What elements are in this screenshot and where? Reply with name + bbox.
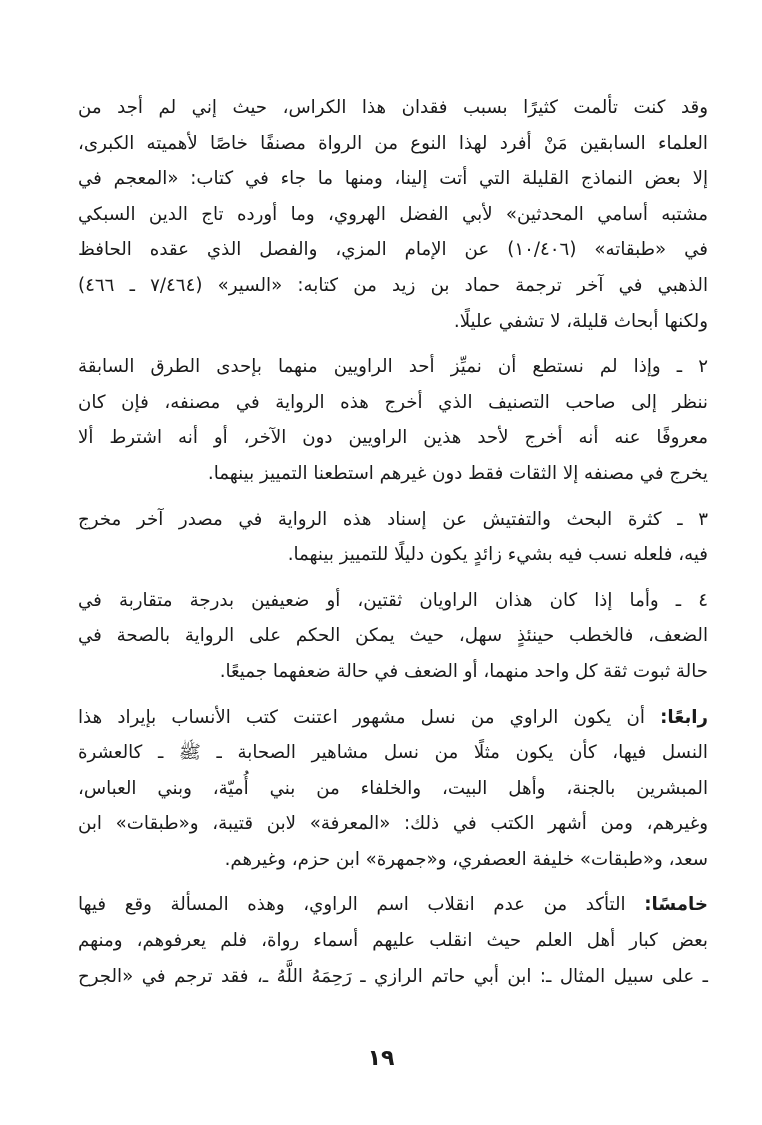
text-line: معروفًا عنه أنه أخرج لأحد هذين الراويين دون الآخر، أو أنه اشترط ألا xyxy=(78,427,708,449)
text-line: فيه، فلعله نسب فيه بشيء زائدٍ يكون دليلًا للتمييز بينهما. xyxy=(287,544,708,566)
section-label: خامسًا: xyxy=(644,894,708,916)
text-line-content: أن يكون الراوي من نسل مشهور اعتنت كتب الأنساب بإيراد هذا xyxy=(78,706,661,728)
document-body xyxy=(78,90,708,1004)
text-line: ولكنها أبحاث قليلة، لا تشفي عليلًا. xyxy=(453,310,708,332)
text-line xyxy=(78,887,708,923)
text-line: في «طبقاته» (١٠/٤٠٦) عن الإمام المزي، والفصل الذي عقده الحافظ xyxy=(78,239,708,261)
text-line: يخرج في مصنفه إلا الثقات فقط دون غيرهم استطعنا التمييز بينهما. xyxy=(207,462,708,484)
paragraph-fifth xyxy=(78,887,708,994)
text-line: المبشرين بالجنة، وأهل البيت، والخلفاء من بني أُميّة، وبني العباس، xyxy=(78,777,708,799)
text-line: العلماء السابقين مَنْ أفرد لهذا النوع من الرواة مصنفًا خاصًا لأهميته الكبرى، xyxy=(78,132,708,154)
paragraph-fourth xyxy=(78,700,708,878)
text-line: ٣ ـ كثرة البحث والتفتيش عن إسناد هذه الرواية في مصدر آخر مخرج xyxy=(78,508,708,530)
text-line: الذهبي في آخر ترجمة حماد بن زيد من كتابه: «السير» (٧/٤٦٤ ـ ٤٦٦) xyxy=(78,274,708,296)
page-number: ١٩ xyxy=(367,1046,395,1071)
text-line-content: التأكد من عدم انقلاب اسم الراوي، وهذه المسألة وقع فيها xyxy=(78,894,645,916)
text-line: الضعف، فالخطب حينئذٍ سهل، حيث يمكن الحكم على الرواية بالصحة في xyxy=(78,625,708,647)
text-line: بعض كبار أهل العلم حيث انقلب عليهم أسماء رواة، فلم يعرفوهم، ومنهم xyxy=(78,930,708,952)
text-line: ٢ ـ وإذا لم نستطع أن نميِّز أحد الراويين منهما بإحدى الطرق السابقة xyxy=(78,356,708,378)
text-line: مشتبه أسامي المحدثين» لأبي الفضل الهروي، وما أورده تاج الدين السبكي xyxy=(78,203,708,225)
text-line: سعد، و«طبقات» خليفة العصفري، و«جمهرة» ابن حزم، وغيرهم. xyxy=(224,848,708,870)
text-line: ـ على سبيل المثال ـ: ابن أبي حاتم الرازي ـ رَحِمَهُ اللَّهُ ـ، فقد ترجم في «الجرح xyxy=(78,965,708,987)
text-line: ننظر إلى صاحب التصنيف الذي أخرج هذه الرواية في مصنفه، فإن كان xyxy=(78,391,708,413)
paragraph-intro xyxy=(78,90,708,339)
section-label: رابعًا: xyxy=(660,706,708,728)
text-line: إلا بعض النماذج القليلة التي أتت إلينا، ومنها ما جاء في كتاب: «المعجم في xyxy=(78,168,708,190)
text-line: حالة ثبوت ثقة كل واحد منهما، أو الضعف في حالة ضعفهما جميعًا. xyxy=(219,660,708,682)
paragraph-item-4 xyxy=(78,583,708,690)
paragraph-item-3 xyxy=(78,502,708,573)
text-line xyxy=(78,700,708,736)
text-line: وغيرهم، ومن أشهر الكتب في ذلك: «المعرفة» لابن قتيبة، و«طبقات» ابن xyxy=(78,813,708,835)
text-line: ٤ ـ وأما إذا كان هذان الراويان ثقتين، أو ضعيفين بدرجة متقاربة في xyxy=(78,589,708,611)
text-line: النسل فيها، كأن يكون مثلًا من نسل مشاهير الصحابة ـ ﷺ ـ كالعشرة xyxy=(78,742,708,764)
paragraph-item-2 xyxy=(78,349,708,491)
text-line: وقد كنت تألمت كثيرًا بسبب فقدان هذا الكراس، حيث إني لم أجد من xyxy=(78,97,708,118)
